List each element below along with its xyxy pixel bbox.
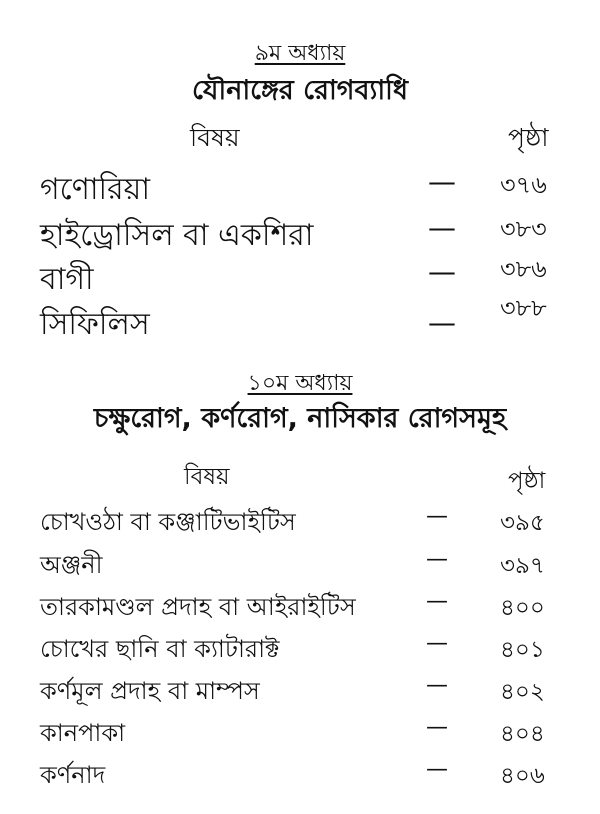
entry-page-number: ৩৮৮: [500, 294, 547, 322]
entry-dash: —: [426, 504, 448, 529]
toc-entry: [0, 504, 600, 544]
chapter-9-section: [0, 0, 600, 340]
entry-page-number: ৩৮৩: [500, 215, 547, 243]
entry-page-number: ৪০৪: [500, 721, 545, 747]
toc-entry: [0, 165, 600, 205]
entry-page-number: ৪০২: [500, 679, 545, 705]
entry-title: কর্ণমূল প্রদাহ বা মাম্পস: [40, 677, 260, 705]
entry-title: গণোরিয়া: [40, 172, 151, 207]
toc-entry: [0, 757, 600, 797]
entry-title: তারকামণ্ডল প্রদাহ বা আইরাইটিস: [40, 593, 356, 621]
chapter-10-subject-header: বিষয়: [184, 464, 230, 490]
chapter-10-number: ১০ম অধ্যায়: [247, 371, 353, 396]
entry-page-number: ৪০১: [500, 637, 545, 663]
entry-page-number: ৪০৬: [500, 763, 545, 789]
toc-entry: [0, 715, 600, 755]
toc-entry: [0, 211, 600, 251]
entry-dash: —: [426, 757, 448, 782]
entry-dash: —: [428, 211, 456, 244]
entry-dash: —: [428, 165, 456, 198]
chapter-10-section: [0, 340, 600, 814]
chapter-9-page-header: পৃষ্ঠা: [508, 123, 549, 152]
entry-title: চোখওঠা বা কঞ্জাটিভাইটিস: [40, 508, 296, 536]
entry-dash: —: [426, 715, 448, 740]
entry-title: সিফিলিস: [40, 307, 150, 342]
entry-dash: —: [426, 631, 448, 656]
toc-entry: [0, 589, 600, 629]
toc-entry: [0, 255, 600, 295]
toc-entry: [0, 631, 600, 671]
chapter-10-title: চক্ষুরোগ, কর্ণরোগ, নাসিকার রোগসমূহ: [93, 403, 507, 434]
entry-dash: —: [428, 255, 456, 288]
entry-page-number: ৩৯৫: [500, 510, 545, 536]
entry-title: বাগী: [40, 262, 94, 297]
chapter-9-number: ৯ম অধ্যায়: [254, 41, 346, 66]
entry-page-number: ৩৮৬: [500, 255, 547, 283]
toc-entry: [0, 294, 600, 342]
entry-dash: —: [426, 673, 448, 698]
entry-title: কানপাকা: [40, 719, 126, 747]
entry-dash: —: [426, 547, 448, 572]
chapter-10-page-header: পৃষ্ঠা: [508, 468, 546, 494]
entry-title: অঞ্জনী: [40, 551, 103, 579]
entry-page-number: ৩৯৭: [500, 553, 545, 579]
entry-page-number: ৪০০: [500, 595, 545, 621]
entry-dash: —: [428, 306, 456, 339]
chapter-9-subject-header: বিষয়: [190, 123, 240, 152]
chapter-9-title: যৌনাঙ্গের রোগব্যাধি: [191, 75, 409, 106]
toc-entry: [0, 673, 600, 713]
entry-dash: —: [426, 589, 448, 614]
entry-title: কর্ণনাদ: [40, 761, 106, 789]
toc-entry: [0, 547, 600, 587]
entry-page-number: ৩৭৬: [500, 171, 547, 199]
entry-title: চোখের ছানি বা ক্যাটারাক্ট: [40, 635, 280, 663]
entry-title: হাইড্রোসিল বা একশিরা: [40, 218, 314, 253]
